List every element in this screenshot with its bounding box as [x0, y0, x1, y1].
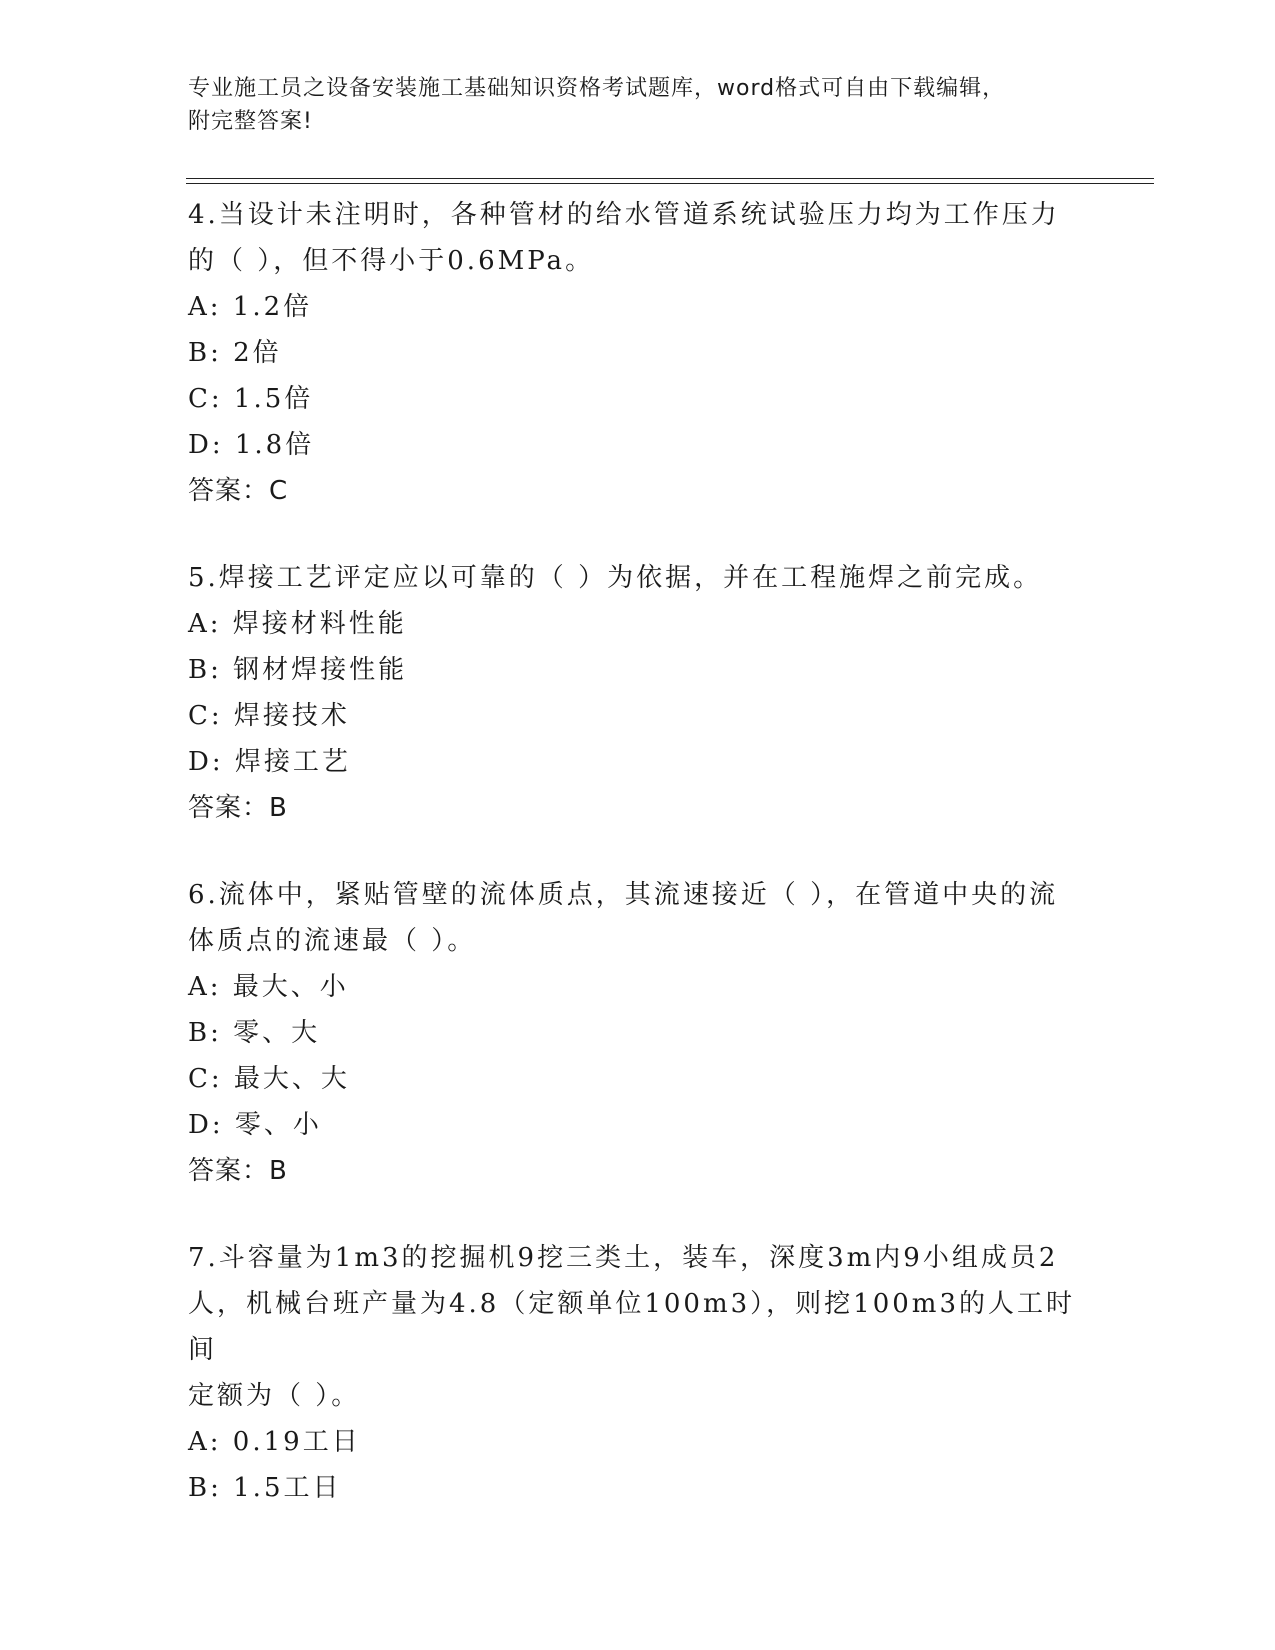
option-b: B: 1.5工日 — [188, 1473, 342, 1503]
option-c: C: 焊接技术 — [188, 701, 350, 731]
header-divider-bottom — [186, 183, 1154, 184]
option-b: B: 零、大 — [188, 1018, 321, 1048]
option-b: B: 2倍 — [188, 338, 282, 368]
question-stem-line: 人，机械台班产量为4.8（定额单位100m3），则挖100m3的人工时间 — [188, 1289, 1075, 1365]
question-stem-line: 5.焊接工艺评定应以可靠的（ ）为依据，并在工程施焊之前完成。 — [188, 563, 1043, 593]
question-stem-line: 体质点的流速最（ ）。 — [188, 926, 477, 956]
option-d: D: 焊接工艺 — [188, 747, 351, 777]
question-4 — [188, 192, 1088, 514]
option-d: D: 1.8倍 — [188, 430, 315, 460]
question-5 — [188, 555, 1088, 831]
question-list — [188, 192, 1088, 1511]
option-a: A: 0.19工日 — [188, 1427, 361, 1457]
question-spacer — [188, 1194, 1088, 1235]
question-stem-line: 定额为（ ）。 — [188, 1381, 361, 1411]
option-b: B: 钢材焊接性能 — [188, 655, 408, 685]
option-d: D: 零、小 — [188, 1110, 322, 1140]
question-stem-line: 7.斗容量为1m3的挖掘机9挖三类土，装车，深度3m内9小组成员2 — [188, 1243, 1059, 1273]
option-c: C: 最大、大 — [188, 1064, 350, 1094]
question-stem-line: 的（ ），但不得小于0.6MPa。 — [188, 246, 595, 276]
header-line-1: 专业施工员之设备安装施工基础知识资格考试题库，word格式可自由下载编辑， — [188, 76, 1006, 101]
question-stem-line: 6.流体中，紧贴管壁的流体质点，其流速接近（ ），在管道中央的流 — [188, 880, 1059, 910]
option-a: A: 焊接材料性能 — [188, 609, 407, 639]
option-a: A: 最大、小 — [188, 972, 349, 1002]
question-spacer — [188, 514, 1088, 555]
header-line-2: 附完整答案! — [188, 109, 313, 134]
option-c: C: 1.5倍 — [188, 384, 314, 414]
document-header — [188, 72, 1078, 138]
answer-line: 答案：B — [188, 1156, 288, 1186]
header-divider-top — [186, 178, 1154, 179]
option-a: A: 1.2倍 — [188, 292, 313, 322]
question-7 — [188, 1235, 1088, 1511]
answer-line: 答案：B — [188, 793, 288, 823]
question-6 — [188, 872, 1088, 1194]
question-spacer — [188, 831, 1088, 872]
question-stem-line: 4.当设计未注明时，各种管材的给水管道系统试验压力均为工作压力 — [188, 200, 1060, 230]
answer-line: 答案：C — [188, 476, 289, 506]
